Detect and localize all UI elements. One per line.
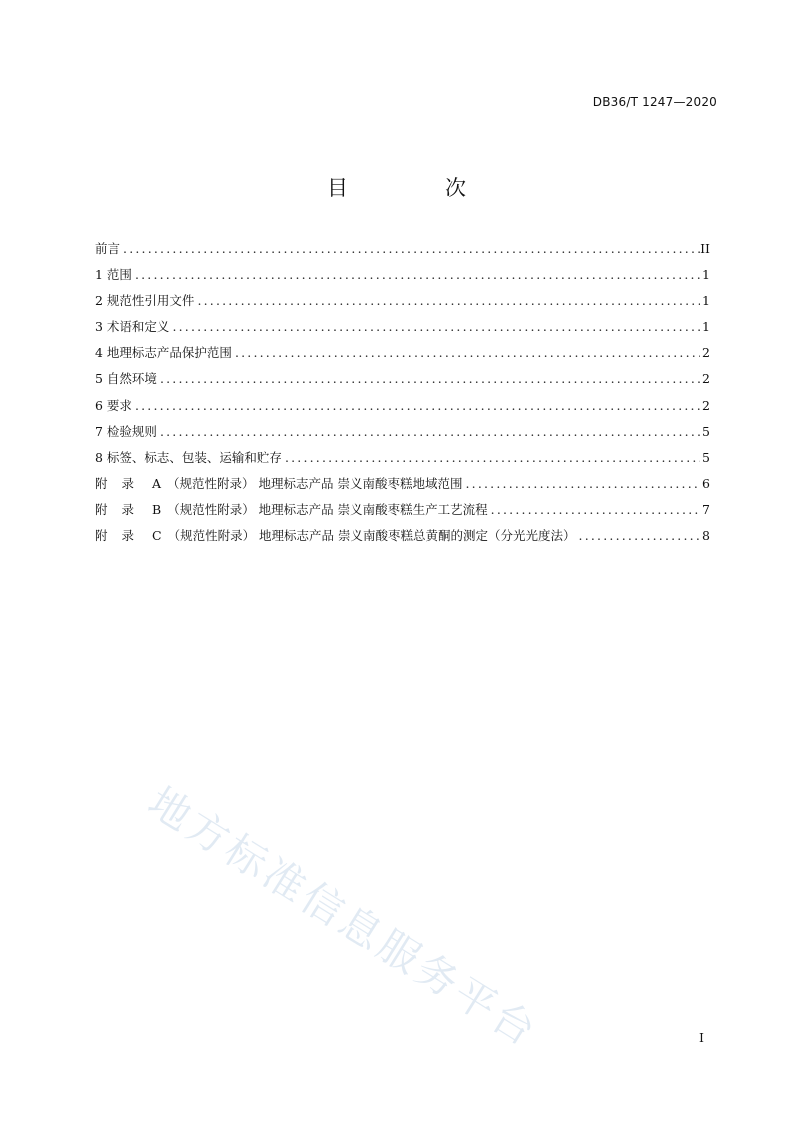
annex-title: （规范性附录） 地理标志产品 崇义南酸枣糕生产工艺流程 bbox=[167, 501, 488, 517]
annex-letter: B bbox=[152, 501, 162, 517]
toc-entry-label: 前言 bbox=[95, 241, 121, 256]
toc-entry-2[interactable] bbox=[95, 288, 710, 314]
toc-entry-annex-b[interactable] bbox=[95, 497, 710, 523]
page-number: I bbox=[699, 1030, 704, 1045]
toc-entry-8[interactable] bbox=[95, 445, 710, 471]
toc-entry-page: 2 bbox=[702, 371, 710, 387]
toc-entry-page: 2 bbox=[702, 345, 710, 361]
toc-leader-dots bbox=[462, 471, 700, 497]
toc-entry-foreword[interactable] bbox=[95, 236, 710, 262]
toc-leader-dots bbox=[169, 314, 700, 340]
annex-title: （规范性附录） 地理标志产品 崇义南酸枣糕地域范围 bbox=[167, 475, 463, 491]
toc-entry-label: 3 术语和定义 bbox=[95, 319, 170, 335]
toc-entry-page: II bbox=[700, 241, 710, 256]
toc-entry-3[interactable] bbox=[95, 314, 710, 340]
toc-entry-page: 7 bbox=[702, 501, 710, 517]
annex-letter: A bbox=[152, 475, 162, 491]
toc-entry-page: 8 bbox=[702, 528, 710, 544]
toc-entry-1[interactable] bbox=[95, 262, 710, 288]
toc-entry-label bbox=[95, 497, 488, 523]
toc-entry-6[interactable] bbox=[95, 393, 710, 419]
toc-leader-dots bbox=[132, 262, 700, 288]
toc-leader-dots bbox=[120, 236, 700, 262]
annex-prefix: 附录 bbox=[95, 475, 149, 491]
annex-prefix: 附录 bbox=[95, 501, 149, 517]
toc-entry-page: 1 bbox=[702, 319, 710, 335]
toc-leader-dots bbox=[157, 366, 700, 392]
toc-entry-label: 6 要求 bbox=[95, 397, 132, 413]
toc-entry-annex-c[interactable] bbox=[95, 523, 710, 549]
toc-entry-page: 2 bbox=[702, 397, 710, 413]
annex-title: （规范性附录） 地理标志产品 崇义南酸枣糕总黄酮的测定（分光光度法） bbox=[167, 528, 576, 544]
watermark: 地方标准信息服务平台 bbox=[139, 777, 547, 1057]
annex-letter: C bbox=[152, 528, 162, 544]
toc-leader-dots bbox=[157, 419, 700, 445]
toc-entry-label: 2 规范性引用文件 bbox=[95, 293, 195, 309]
toc-entry-4[interactable] bbox=[95, 340, 710, 366]
toc-leader-dots bbox=[488, 497, 700, 523]
toc-leader-dots bbox=[194, 288, 700, 314]
toc-entry-label: 1 范围 bbox=[95, 267, 132, 283]
toc-entry-annex-a[interactable] bbox=[95, 471, 710, 497]
toc-entry-7[interactable] bbox=[95, 419, 710, 445]
toc-entry-label: 5 自然环境 bbox=[95, 371, 157, 387]
toc-entry-page: 1 bbox=[702, 267, 710, 283]
toc-leader-dots bbox=[576, 523, 700, 549]
toc-entry-label: 4 地理标志产品保护范围 bbox=[95, 345, 232, 361]
annex-prefix: 附录 bbox=[95, 528, 149, 544]
toc-entry-page: 6 bbox=[702, 475, 710, 491]
toc-entry-5[interactable] bbox=[95, 366, 710, 392]
document-code: DB36/T 1247—2020 bbox=[592, 95, 717, 109]
toc-entry-page: 5 bbox=[702, 423, 710, 439]
toc-leader-dots bbox=[232, 340, 700, 366]
toc-entry-label: 7 检验规则 bbox=[95, 423, 157, 439]
toc-entry-label bbox=[95, 523, 576, 549]
toc-entry-page: 5 bbox=[702, 449, 710, 465]
toc-leader-dots bbox=[132, 393, 700, 419]
table-of-contents bbox=[95, 236, 710, 549]
toc-entry-label: 8 标签、标志、包装、运输和贮存 bbox=[95, 449, 282, 465]
toc-entry-page: 1 bbox=[702, 293, 710, 309]
toc-leader-dots bbox=[282, 445, 700, 471]
page-title: 目 次 bbox=[327, 176, 504, 200]
toc-entry-label bbox=[95, 471, 462, 497]
